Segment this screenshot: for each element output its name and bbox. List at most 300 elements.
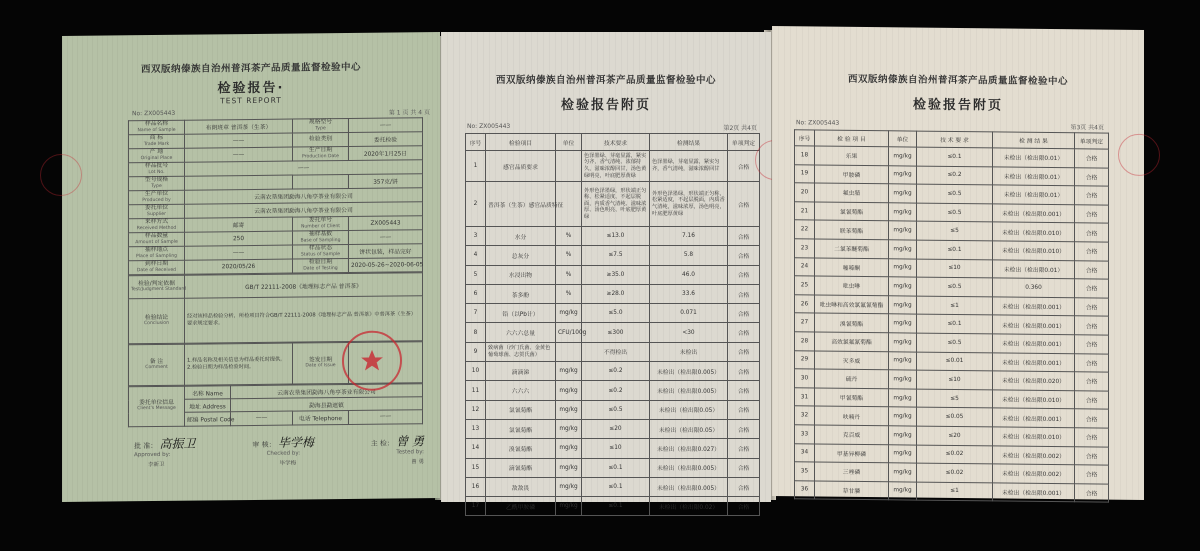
result: 7.16 — [650, 227, 728, 246]
field-value: 委托检验 — [349, 132, 423, 147]
judgment: 合格 — [1075, 483, 1109, 502]
table-row — [466, 265, 760, 284]
column-header: 检 测 结 果 — [993, 132, 1075, 149]
result: 未检出（检出限0.001） — [993, 315, 1075, 334]
judgment: 合格 — [1075, 316, 1109, 335]
requirement: ≤0.5 — [582, 400, 650, 419]
result: 未检出（检出限0.01） — [993, 259, 1075, 278]
checked-en: Checked by: — [266, 450, 301, 457]
result: 未检出（检出限0.005） — [650, 477, 728, 496]
tested-by: 主 检： 曾 勇 — [370, 433, 424, 449]
table-row — [466, 227, 760, 246]
unit: mg/kg — [889, 277, 917, 296]
unit: mg/kg — [889, 240, 917, 259]
row-number: 36 — [795, 480, 815, 499]
table-row — [466, 362, 760, 381]
row-number: 7 — [466, 304, 486, 323]
test-item: 呋喃丹 — [815, 406, 889, 425]
test-item: 滴滴涕 — [486, 362, 556, 381]
table-row — [466, 458, 760, 477]
test-item: 乐果 — [815, 146, 889, 165]
test-item: 水分 — [486, 227, 556, 246]
table-row — [466, 304, 760, 323]
unit: mg/kg — [889, 388, 917, 407]
table-row — [466, 182, 760, 227]
report-appendix-page-2 — [441, 32, 771, 511]
unit: mg/kg — [889, 444, 917, 463]
table-row — [466, 439, 760, 458]
judgment: 合格 — [1075, 372, 1109, 391]
judgment: 合格 — [1075, 223, 1109, 242]
test-item: 吡虫啉 — [815, 276, 889, 295]
row-number: 18 — [795, 146, 815, 165]
row-number: 19 — [795, 164, 815, 183]
client-tel-label: 电话 Telephone — [293, 411, 349, 425]
standard-value: GB/T 22111-2008《地理标志产品 普洱茶》 — [185, 273, 423, 298]
requirement: ≤0.1 — [582, 497, 650, 516]
unit: mg/kg — [889, 147, 917, 166]
unit: mg/kg — [556, 400, 582, 419]
field-value: —— — [185, 147, 293, 162]
judgment: 合格 — [1075, 446, 1109, 465]
requirement: ≤300 — [582, 323, 650, 342]
table-row — [466, 400, 760, 419]
result: 未检出（检出限0.005） — [650, 381, 728, 400]
result: 未检出（检出限0.010） — [993, 222, 1075, 241]
requirement: ≤1 — [917, 296, 993, 315]
row-number: 33 — [795, 425, 815, 444]
page-number: 第2页 共4页 — [723, 125, 757, 132]
row-number: 14 — [466, 439, 486, 458]
test-results-table — [465, 133, 760, 516]
judgment: 合格 — [728, 342, 760, 361]
field-value: 饼状包装，样品完好 — [349, 244, 423, 259]
unit: mg/kg — [556, 439, 582, 458]
result: 5.8 — [650, 246, 728, 265]
judgment: 合格 — [728, 381, 760, 400]
result: 未检出（检出限0.020） — [993, 371, 1075, 390]
field-label: 抽样地点 Place of Sampling — [129, 246, 185, 261]
result: 外形色泽墨绿，形状端正匀称，松紧适度，不起层脱面，内质香气清纯，滋味浓厚，汤色明亮，叶底肥厚黄绿 — [650, 182, 728, 227]
field-label: 生产单位 Produced by — [129, 190, 185, 205]
tested-en: Tested by: — [396, 448, 424, 456]
row-number: 26 — [795, 295, 815, 314]
client-tel-value: —— — [349, 410, 423, 424]
row-number: 4 — [466, 246, 486, 265]
test-item: 克百威 — [815, 425, 889, 444]
row-number: 8 — [466, 323, 486, 342]
checked-by: 审 核： 毕学梅 — [252, 434, 314, 450]
test-item: 吡虫啉和高效氯氟氰菊酯 — [815, 295, 889, 314]
requirement: ≤0.1 — [582, 477, 650, 496]
judgment: 合格 — [1075, 409, 1109, 428]
test-item: 溴氰菊酯 — [815, 313, 889, 332]
requirement: 外形色泽墨绿，形状端正匀称、松紧适度、不起层脱面，内质香气清纯、滋味浓厚、汤色明亮、叶底肥厚黄绿 — [582, 182, 650, 227]
row-number: 11 — [466, 381, 486, 400]
row-number: 1 — [466, 151, 486, 182]
unit: mg/kg — [889, 184, 917, 203]
requirement: ≤13.0 — [582, 227, 650, 246]
result: 33.6 — [650, 284, 728, 303]
judgment: 合格 — [728, 246, 760, 265]
judgment: 合格 — [1075, 260, 1109, 279]
column-header: 技 术 要 求 — [917, 131, 993, 148]
test-item: 六六六 — [486, 381, 556, 400]
test-results-table — [794, 129, 1109, 503]
field-value: —— — [185, 245, 293, 260]
result: 未检出（检出限0.01） — [993, 166, 1075, 185]
field-label: 委托单位 Supplier — [129, 204, 185, 219]
checker-name: 毕学梅 — [279, 460, 297, 467]
requirement: ≤0.2 — [917, 166, 993, 185]
page-number: 第3页 共4页 — [1070, 124, 1104, 132]
unit: mg/kg — [889, 351, 917, 370]
row-number: 10 — [466, 362, 486, 381]
row-number: 20 — [795, 183, 815, 202]
test-item: 甲氰菊酯 — [815, 388, 889, 407]
result: 未检出（检出限0.001） — [993, 408, 1075, 427]
row-number: 3 — [466, 227, 486, 246]
approved-signature: 高振卫 — [159, 436, 196, 451]
test-item: 普洱茶（生茶）感官品质特征 — [486, 182, 556, 227]
test-item: 氯氰菊酯 — [486, 419, 556, 438]
row-number: 21 — [795, 202, 815, 221]
field-label: 样品状态 Status of Sample — [293, 244, 349, 259]
test-item: 二氯苯醚菊酯 — [815, 239, 889, 258]
result: 未检出 — [650, 342, 728, 361]
result: 未检出（检出限0.002） — [993, 445, 1075, 464]
report-title: 检验报告· — [217, 80, 285, 97]
field-value: —— — [349, 230, 423, 245]
unit: mg/kg — [556, 497, 582, 516]
table-row — [795, 480, 1109, 502]
table-row — [466, 381, 760, 400]
client-name-label: 名称 Name — [185, 386, 231, 400]
field-label: 型号规格 Type — [129, 176, 185, 191]
unit: mg/kg — [889, 314, 917, 333]
result: 未检出（检出限0.01） — [993, 185, 1075, 204]
test-item: 敌敌畏 — [486, 477, 556, 496]
judgment: 合格 — [1075, 465, 1109, 484]
unit: mg/kg — [889, 333, 917, 352]
field-label: 样品名称 Name of Sample — [129, 120, 185, 135]
field-value: 357克/饼 — [349, 174, 423, 189]
result: 0.360 — [993, 278, 1075, 297]
unit: mg/kg — [556, 362, 582, 381]
row-number: 23 — [795, 239, 815, 258]
judgment: 合格 — [1075, 205, 1109, 224]
requirement: 色泽墨绿、芽毫显露，紧实匀齐，香气清纯、浓郁持久，滋味浓醇回甘，汤色黄绿明亮，叶底肥厚黄绿 — [582, 151, 650, 182]
field-value: ZX005443 — [349, 216, 423, 231]
test-item: 氯氰菊酯 — [486, 400, 556, 419]
unit: mg/kg — [889, 481, 917, 500]
date-issue-label: 签发日期 Date of Issue — [293, 342, 349, 384]
unit: mg/kg — [889, 221, 917, 240]
row-number: 16 — [466, 477, 486, 496]
requirement: ≤1 — [917, 482, 993, 501]
judgment: 合格 — [728, 227, 760, 246]
client-name-value: 云南农垦集团勐海八角亭茶业有限公司 — [231, 384, 423, 399]
row-number: 31 — [795, 388, 815, 407]
field-value: 2020-05-26~2020-06-05 — [349, 258, 423, 273]
requirement: ≤0.1 — [917, 147, 993, 166]
test-item: 感官品质要求 — [486, 151, 556, 182]
row-number: 29 — [795, 350, 815, 369]
unit: mg/kg — [889, 258, 917, 277]
judgment: 合格 — [1075, 428, 1109, 447]
row-number: 6 — [466, 284, 486, 303]
row-number: 2 — [466, 182, 486, 227]
judgment: 合格 — [728, 362, 760, 381]
column-header: 单位 — [556, 134, 582, 151]
test-item: 茶多酚 — [486, 284, 556, 303]
unit: mg/kg — [556, 458, 582, 477]
unit: CFU/100g — [556, 323, 582, 342]
requirement: ≤0.01 — [917, 352, 993, 371]
unit: % — [556, 265, 582, 284]
field-label: 来样方式 Received Method — [129, 218, 185, 233]
report-cover-page — [62, 32, 440, 502]
field-value — [185, 175, 293, 190]
table-row — [466, 246, 760, 265]
judgment: 合格 — [728, 439, 760, 458]
test-item: 高效氯氟氰菊酯 — [815, 332, 889, 351]
test-item: 水浸出物 — [486, 265, 556, 284]
unit: % — [556, 227, 582, 246]
judgment: 合格 — [1075, 335, 1109, 354]
row-number: 28 — [795, 332, 815, 351]
requirement: ≤0.1 — [917, 314, 993, 333]
judgment: 合格 — [1075, 242, 1109, 261]
result: 未检出（检出限0.02） — [650, 497, 728, 516]
requirement: ≤0.05 — [917, 407, 993, 426]
result: 未检出（检出限0.05） — [650, 400, 728, 419]
partial-seal-stamp — [1118, 134, 1160, 176]
field-value: 250 — [185, 231, 293, 246]
org-header: 西双版纳傣族自治州普洱茶产品质量监督检验中心 — [495, 75, 716, 86]
judgment: 合格 — [728, 304, 760, 323]
judgment: 合格 — [1075, 186, 1109, 205]
approved-by: 批 准： 高振卫 — [134, 436, 196, 451]
test-item: 总灰分 — [486, 246, 556, 265]
test-item: 灭多威 — [815, 351, 889, 370]
table-row — [466, 151, 760, 182]
test-item: 甲胺磷 — [815, 165, 889, 184]
result: 未检出（检出限0.010） — [993, 390, 1075, 409]
requirement: ≤0.5 — [917, 333, 993, 352]
org-header: 西双版纳傣族自治州普洱茶产品质量监督检验中心 — [847, 73, 1068, 88]
unit: % — [556, 284, 582, 303]
tester-name: 曾 勇 — [411, 458, 424, 465]
row-number: 9 — [466, 342, 486, 361]
sample-info-table — [128, 117, 423, 275]
judgment: 合格 — [1075, 390, 1109, 409]
row-number: 12 — [466, 400, 486, 419]
unit: mg/kg — [556, 304, 582, 323]
field-value: —— — [349, 118, 423, 133]
unit: mg/kg — [889, 296, 917, 315]
requirement: ≤0.2 — [582, 362, 650, 381]
test-item: 硫丹 — [815, 369, 889, 388]
page-number: 第 1 页 共 4 页 — [388, 109, 430, 117]
judgment: 合格 — [728, 419, 760, 438]
judgment: 合格 — [728, 265, 760, 284]
field-value: 云南农垦集团勐海八角亭茶业有限公司 — [185, 202, 423, 218]
field-label: 规格型号 Type — [293, 118, 349, 133]
result: 未检出（检出限0.001） — [993, 204, 1075, 223]
unit: mg/kg — [889, 203, 917, 222]
column-header: 单项判定 — [1075, 133, 1109, 149]
row-number: 15 — [466, 458, 486, 477]
result: 未检出（检出限0.001） — [993, 334, 1075, 353]
judgment: 合格 — [1075, 297, 1109, 316]
field-label: 产 地 Original Place — [129, 148, 185, 163]
client-postal-label: 邮编 Postal Code — [185, 412, 231, 426]
remark-value: 1.样品名称及相关信息为样品委托时提供。 2.检验日期为样品检验时间。 — [185, 343, 293, 385]
client-address-label: 地址 Address — [185, 399, 231, 413]
unit: mg/kg — [556, 477, 582, 496]
table-row — [466, 323, 760, 342]
field-label: 检验日期 Date of Testing — [293, 258, 349, 273]
conclusion-value: 经对该样品检验分析，所检项目符合GB/T 22111-2008《地理标志产品 普洱茶》中普洱茶（生茶）要求规定要求。 — [185, 296, 423, 343]
requirement: ≤5.0 — [582, 304, 650, 323]
remark-label: 备 注 Comment — [129, 344, 185, 386]
row-number: 22 — [795, 220, 815, 239]
org-header: 西双版纳傣族自治州普洱茶产品质量监督检验中心 — [140, 61, 361, 76]
judgment: 合格 — [1075, 167, 1109, 186]
test-item: 草甘膦 — [815, 481, 889, 500]
judgment: 合格 — [728, 477, 760, 496]
field-label: 抽样基数 Base of Sampling — [293, 230, 349, 245]
result: 未检出（检出限0.01） — [993, 148, 1075, 167]
row-number: 5 — [466, 265, 486, 284]
test-item: 联苯菊酯 — [815, 220, 889, 239]
row-number: 17 — [466, 497, 486, 516]
unit: mg/kg — [889, 370, 917, 389]
conclusion-label: 检验结论 Conclusion — [129, 298, 185, 344]
report-number: No: ZX005443 — [467, 123, 511, 130]
unit: % — [556, 246, 582, 265]
requirement: ≥28.0 — [582, 284, 650, 303]
field-value: 2020/05/26 — [185, 259, 293, 274]
column-header: 单位 — [889, 131, 917, 147]
table-row — [466, 342, 760, 361]
result: 未检出（检出限0.010） — [993, 427, 1075, 446]
field-value: 2020年1月25日 — [349, 146, 423, 161]
test-item: 铅（以Pb计） — [486, 304, 556, 323]
test-item: 氯氰菊酯 — [815, 202, 889, 221]
requirement: ≤0.1 — [582, 458, 650, 477]
requirement: ≤0.2 — [582, 381, 650, 400]
requirement: ≤5 — [917, 389, 993, 408]
client-postal-value: —— — [231, 411, 293, 425]
result: 未检出（检出限0.001） — [993, 483, 1075, 502]
judgment: 合格 — [728, 323, 760, 342]
field-value: —— — [185, 133, 293, 148]
field-value: —— — [185, 160, 423, 176]
unit: mg/kg — [889, 165, 917, 184]
requirement: ≤0.5 — [917, 203, 993, 222]
field-label: 生产日期 Production Date — [293, 146, 349, 161]
judgment: 合格 — [728, 497, 760, 516]
column-header: 单项判定 — [728, 134, 760, 151]
requirement: ≤0.1 — [917, 240, 993, 259]
standard-label: 检验/判定依据 Test/Judgment Standard — [129, 275, 185, 299]
result: 色泽墨绿，芽毫显露，紧实匀齐，香气清纯，滋味浓醇回甘 — [650, 151, 728, 182]
result: <30 — [650, 323, 728, 342]
table-row — [466, 497, 760, 516]
row-number: 34 — [795, 443, 815, 462]
result: 46.0 — [650, 265, 728, 284]
column-header: 检测结果 — [650, 134, 728, 151]
unit: mg/kg — [889, 426, 917, 445]
requirement: ≤20 — [582, 419, 650, 438]
requirement: ≤5 — [917, 221, 993, 240]
judgment: 合格 — [728, 400, 760, 419]
judgment: 合格 — [1075, 279, 1109, 298]
test-item: 乙酰甲胺磷 — [486, 497, 556, 516]
column-header: 检 验 项 目 — [815, 130, 889, 147]
row-number: 25 — [795, 276, 815, 295]
test-item: 甲基异柳磷 — [815, 443, 889, 462]
client-address-value: 勐海县勐遮镇 — [231, 397, 423, 412]
column-header: 序号 — [466, 134, 486, 151]
test-item: 溴氰菊酯 — [486, 439, 556, 458]
requirement: ≤7.5 — [582, 246, 650, 265]
partial-seal-stamp — [40, 154, 82, 196]
field-value: 邮寄 — [185, 217, 293, 232]
result: 未检出（检出限0.05） — [650, 419, 728, 438]
judgment: 合格 — [1075, 149, 1109, 168]
checked-signature: 毕学梅 — [277, 434, 314, 450]
field-value: 布朗班章 普洱茶（生茶） — [185, 119, 293, 134]
field-label: 样品数量 Amount of Sample — [129, 232, 185, 247]
unit: mg/kg — [556, 419, 582, 438]
row-number: 32 — [795, 406, 815, 425]
field-label: 商 标 Trade Mark — [129, 134, 185, 149]
table-row — [466, 419, 760, 438]
approver-name: 李新卫 — [148, 461, 165, 468]
report-number: No: ZX005443 — [132, 109, 176, 118]
report-number: No: ZX005443 — [796, 119, 840, 127]
requirement: ≤10 — [917, 370, 993, 389]
result: 未检出（检出限0.010） — [993, 241, 1075, 260]
unit: mg/kg — [889, 407, 917, 426]
field-label: 样品批号 Lot No. — [129, 162, 185, 177]
requirement: ≤0.02 — [917, 463, 993, 482]
test-item: 致病菌（沙门氏菌、金黄色葡萄球菌、志贺氏菌） — [486, 342, 556, 361]
field-value: 云南农垦集团勐海八角亭茶业有限公司 — [185, 188, 423, 204]
report-appendix-page-3 — [772, 26, 1144, 500]
result: 未检出（检出限0.005） — [650, 362, 728, 381]
row-number: 35 — [795, 462, 815, 481]
row-number: 24 — [795, 257, 815, 276]
report-subtitle: TEST REPORT — [220, 95, 282, 106]
result: 未检出（检出限0.001） — [993, 297, 1075, 316]
judgment: 合格 — [728, 182, 760, 227]
field-label: 检验类别 — [293, 132, 349, 147]
column-header: 检验项目 — [486, 134, 556, 151]
judgment: 合格 — [728, 151, 760, 182]
unit: mg/kg — [556, 381, 582, 400]
field-label — [293, 174, 349, 189]
row-number: 13 — [466, 419, 486, 438]
red-seal-stamp — [342, 330, 402, 391]
column-header: 序号 — [795, 130, 815, 146]
column-header: 技术要求 — [582, 134, 650, 151]
test-item: 滴氰菊酯 — [486, 458, 556, 477]
unit — [556, 151, 582, 182]
